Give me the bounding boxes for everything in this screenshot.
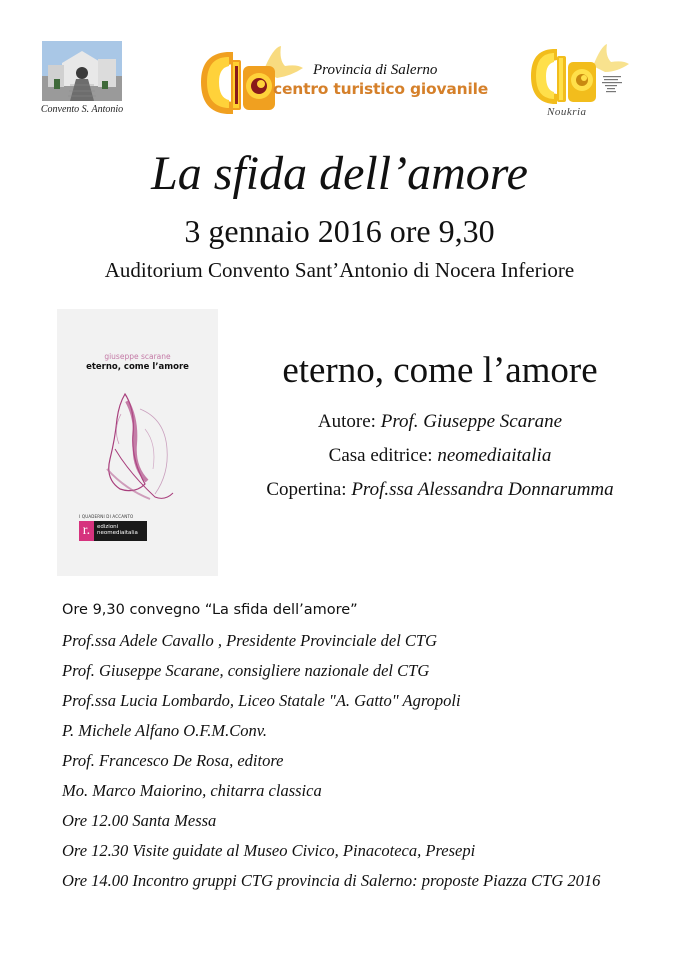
event-date: 3 gennaio 2016 ore 9,30: [184, 213, 495, 249]
publisher-value: neomediaitalia: [437, 445, 552, 466]
publisher-line-1: edizioni: [97, 524, 119, 530]
author-label: Autore:: [317, 411, 381, 432]
cover-author: giuseppe scarane: [104, 352, 171, 361]
cover-publisher-logo: [79, 521, 147, 541]
program-item: Ore 14.00 Incontro gruppi CTG provincia di Salerno: proposte Piazza CTG 2016: [62, 871, 601, 890]
cover-title: eterno, come l’amore: [86, 362, 189, 372]
book-publisher-row: [225, 444, 655, 468]
event-venue: Auditorium Convento Sant’Antonio di Nocera Inferiore: [104, 258, 575, 282]
ctg-name-text: centro turistico giovanile: [273, 80, 489, 98]
book-author-row: [225, 410, 655, 434]
event-title: La sfida dell’amore: [151, 147, 528, 200]
program-item: Mo. Marco Maiorino, chitarra classica: [62, 781, 322, 800]
book-cover: [57, 309, 218, 576]
noukria-caption: Noukria: [547, 106, 587, 118]
book-cover-credit-row: [225, 478, 655, 502]
ctg-province-text: Provincia di Salerno: [313, 62, 438, 78]
convento-photo: [42, 41, 122, 101]
church-photo-icon: [42, 41, 122, 101]
program-item: Prof.ssa Adele Cavallo , Presidente Provinciale del CTG: [62, 631, 438, 650]
cover-credit-value: Prof.ssa Alessandra Donnarumma: [351, 479, 614, 500]
program-header: Ore 9,30 convegno “La sfida dell’amore”: [62, 602, 358, 618]
cover-series: I QUADERNI DI ACCANTO: [79, 514, 134, 519]
publisher-line-2: neomediaitalia: [97, 530, 138, 536]
cover-credit-label: Copertina:: [266, 479, 352, 500]
program-item: Prof.ssa Lucia Lombardo, Liceo Statale "A. Gatto" Agropoli: [62, 691, 461, 710]
program-item: Prof. Francesco De Rosa, editore: [62, 751, 284, 770]
program-item: Ore 12.00 Santa Messa: [62, 811, 217, 830]
author-value: Prof. Giuseppe Scarane: [380, 411, 563, 432]
book-title: eterno, come l’amore: [282, 350, 598, 391]
program-item: P. Michele Alfano O.F.M.Conv.: [62, 721, 268, 740]
convento-caption: Convento S. Antonio: [40, 104, 124, 115]
publisher-mark-icon: r.: [79, 521, 94, 541]
ctg-noukria-logo-icon: [525, 42, 630, 106]
cover-illustration-icon: [95, 389, 180, 504]
program-item: Ore 12.30 Visite guidate al Museo Civico, Pinacoteca, Presepi: [62, 841, 476, 860]
publisher-label: Casa editrice:: [328, 445, 438, 466]
program-item: Prof. Giuseppe Scarane, consigliere nazionale del CTG: [62, 661, 430, 680]
